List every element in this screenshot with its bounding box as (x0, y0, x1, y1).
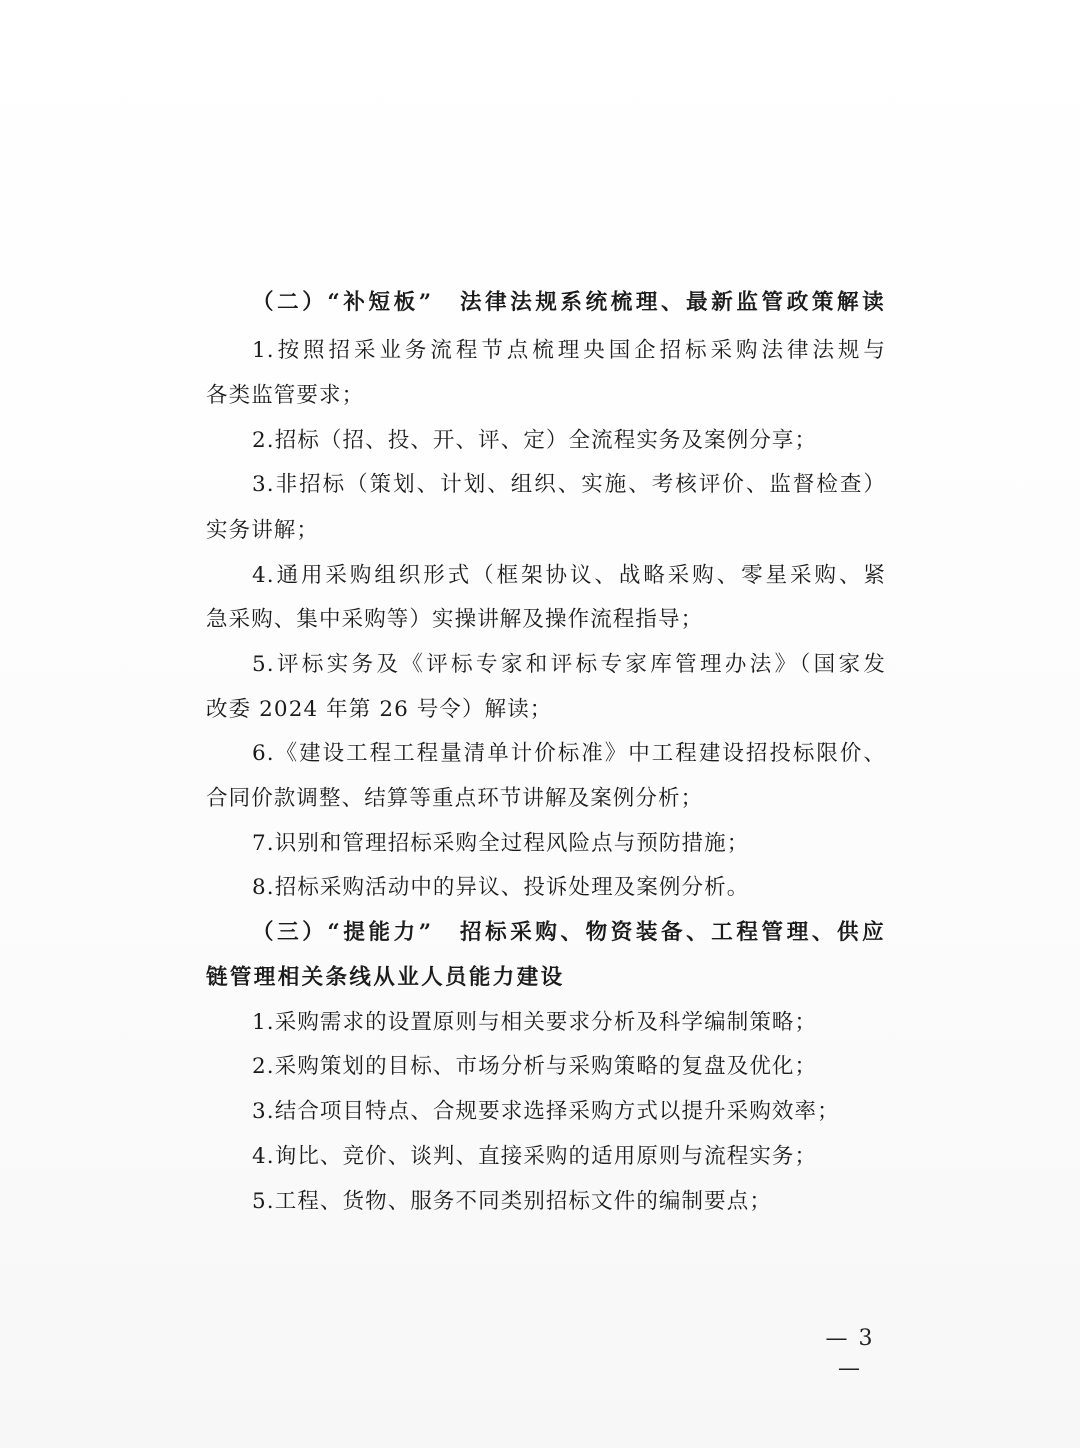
section-2-item-3-line-2: 实务讲解； (206, 518, 320, 543)
section-2-heading: （二）“补短板” 法律法规系统梳理、最新监管政策解读 (252, 290, 886, 315)
section-2-item-5-line-1: 5.评标实务及《评标专家和评标专家库管理办法》（国家发 (252, 652, 886, 677)
section-2-item-6-line-1: 6.《建设工程工程量清单计价标准》中工程建设招投标限价、 (252, 741, 886, 766)
section-2-item-1-line-2: 各类监管要求； (206, 383, 365, 408)
section-2-item-7: 7.识别和管理招标采购全过程风险点与预防措施； (252, 831, 750, 856)
section-3-item-1: 1.采购需求的设置原则与相关要求分析及科学编制策略； (252, 1010, 818, 1035)
section-3-heading-line-2: 链管理相关条线从业人员能力建设 (206, 965, 565, 990)
section-2-item-3-line-1: 3.非招标（策划、计划、组织、实施、考核评价、监督检查） (252, 472, 886, 497)
section-3-item-4: 4.询比、竞价、谈判、直接采购的适用原则与流程实务； (252, 1144, 818, 1169)
section-3-item-3: 3.结合项目特点、合规要求选择采购方式以提升采购效率； (252, 1099, 840, 1124)
section-2-item-2: 2.招标（招、投、开、评、定）全流程实务及案例分享； (252, 428, 818, 453)
section-2-item-6-line-2: 合同价款调整、结算等重点环节讲解及案例分析； (206, 786, 704, 811)
section-2-item-1-line-1: 1.按照招采业务流程节点梳理央国企招标采购法律法规与 (252, 338, 886, 363)
section-3-item-2: 2.采购策划的目标、市场分析与采购策略的复盘及优化； (252, 1054, 818, 1079)
section-2-item-8: 8.招标采购活动中的异议、投诉处理及案例分析。 (252, 875, 750, 900)
section-2-item-5-line-2: 改委 2024 年第 26 号令）解读； (206, 697, 553, 722)
section-2-item-4-line-1: 4.通用采购组织形式（框架协议、战略采购、零星采购、紧 (252, 563, 886, 588)
section-3-item-5: 5.工程、货物、服务不同类别招标文件的编制要点； (252, 1189, 772, 1214)
page-number: — 3 — (825, 1326, 875, 1381)
section-3-heading-line-1: （三）“提能力” 招标采购、物资装备、工程管理、供应 (252, 920, 886, 945)
section-2-item-4-line-2: 急采购、集中采购等）实操讲解及操作流程指导； (206, 607, 704, 632)
